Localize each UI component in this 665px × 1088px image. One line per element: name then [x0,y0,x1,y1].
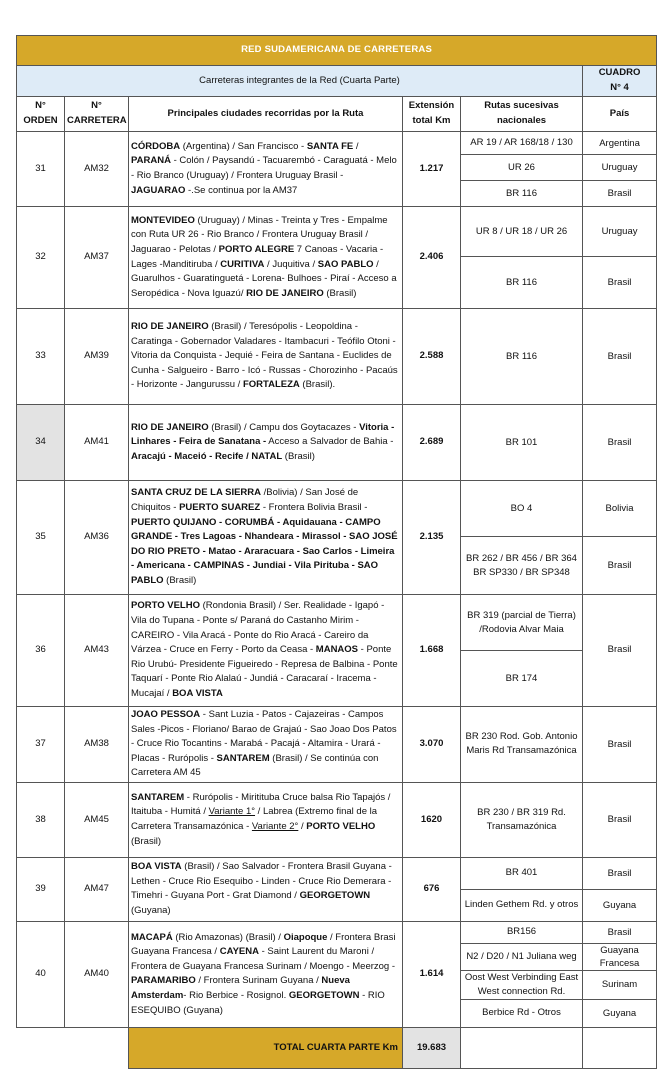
route-cities-cell [129,782,403,857]
route-text: / [353,140,359,152]
ruta-nacional-cell: BR 116 [461,181,583,207]
table-row [17,595,657,651]
extension-cell: 1.217 [403,132,461,207]
city-name-bold: JAGUARAO [131,184,186,196]
orden-cell: 34 [17,405,65,481]
route-text: (Brasil) / Se continúa con Carretera AM 45 [131,752,379,779]
city-name-bold: CÓRDOBA [131,140,181,152]
city-name-bold: Aracajú - Maceió - Recife / NATAL [131,450,283,462]
table-row [17,405,657,481]
pais-cell: Guyana [583,889,657,921]
city-name-bold: CURITIVA [220,258,265,270]
city-name-bold: RIO DE JANEIRO [246,287,324,299]
pais-cell: Guayana Francesa [583,943,657,970]
extension-cell: 2.406 [403,207,461,309]
carretera-cell: AM39 [65,309,129,405]
pais-cell: Brasil [583,181,657,207]
carretera-cell: AM45 [65,782,129,857]
extension-cell: 676 [403,857,461,921]
orden-cell: 37 [17,707,65,783]
city-name-bold: PORTO VELHO [306,820,376,832]
route-cities-cell [129,207,403,309]
city-name-bold: PORTO ALEGRE [218,243,295,255]
extension-cell: 1.614 [403,921,461,1027]
pais-cell: Surinam [583,970,657,999]
table-row [17,782,657,857]
route-cities-cell [129,132,403,207]
ruta-nacional-cell: Linden Gethem Rd. y otros [461,889,583,921]
route-text: - RIO ESEQUIBO (Guyana) [131,990,385,1016]
orden-cell: 35 [17,481,65,595]
route-text: (Brasil) [282,450,315,462]
route-text: - Rio Berbice - Rosignol. [183,990,289,1002]
orden-cell: 40 [17,921,65,1027]
ruta-nacional-cell: BR 401 [461,857,583,889]
cuadro-line1: CUADRO [598,67,641,79]
extension-cell: 3.070 [403,707,461,783]
roads-table [16,35,657,1069]
table-row [17,481,657,537]
pais-cell: Brasil [583,257,657,309]
city-name-bold: Vitoria - Linhares - Feira de Sanatana - [131,421,395,448]
route-cities-cell [129,857,403,921]
ruta-nacional-cell: UR 26 [461,155,583,181]
route-text: (Brasil) [323,287,357,299]
total-empty-pais [583,1027,657,1068]
orden-cell: 39 [17,857,65,921]
city-name-bold: Nueva Amsterdam [131,975,350,1002]
total-blank-cell [17,1027,129,1068]
route-text: - Frontera Bolivia Brasil - [260,502,368,514]
total-value: 19.683 [403,1027,461,1068]
ruta-nacional-cell: BR 319 (parcial de Tierra) /Rodovia Alvar Maia [461,595,583,651]
pais-cell: Brasil [583,309,657,405]
route-text: - Sant Luzia - Patos - Cajazeiras - Campos Sales -Picos - Floriano/ Barao de Grajaú - Sao Joao Dos Patos - Cruce Rio Tocantins - Marabá - Pacajá - Altamira - Urará - Placas - Rurópolis - [131,709,397,764]
total-empty-ruta [461,1027,583,1068]
route-cities-cell [129,921,403,1027]
orden-cell: 33 [17,309,65,405]
route-text: (Brasil) [163,574,197,586]
route-text: / Juquitiva / [264,258,318,270]
carretera-cell: AM37 [65,207,129,309]
table-row [17,207,657,257]
route-text: (Brasil) / Sao Salvador - Frontera Brasil Guyana - Lethen - Cruce Rio Esequibo - Linden - Cruce Rio Demerara - Timehri - Guyana Port - Grat Diamond / [131,861,392,902]
ruta-nacional-cell: BR 230 Rod. Gob. Antonio Maris Rd Transamazónica [461,707,583,783]
orden-cell: 31 [17,132,65,207]
city-name-bold: BOA VISTA [172,687,223,699]
pais-cell: Brasil [583,857,657,889]
route-text: / Guarulhos - Guaratinguetá - Lorena- Bulhoes - Piraí - Acceso a Seropédica - Nova Iguazú/ [131,258,397,299]
ruta-nacional-cell: Oost West Verbinding East West connection Rd. [461,970,583,999]
route-text: (Guyana) [131,905,171,917]
city-name-bold: SANTA FE [306,140,354,152]
route-text: 7 Canoas - Vacaria - Lages -Manditiruba / [131,243,384,270]
pais-cell: Brasil [583,782,657,857]
header-extension: Extensión total Km [403,97,461,132]
route-text: - Ponte Rio Urubú- Presidente Figueiredo - Represa de Balbina - Ponte Taquarí - Ponte Rio Alalaú - Jundiá - Caracaraí - Iracema - Mucajaí / [131,644,398,699]
city-name-bold: FORTALEZA [242,379,300,391]
city-name-bold: BOA VISTA [131,861,182,873]
pais-cell: Bolivia [583,481,657,537]
table-row [17,857,657,889]
pais-cell: Guyana [583,999,657,1027]
ruta-nacional-cell: UR 8 / UR 18 / UR 26 [461,207,583,257]
header-rutas: Rutas sucesivas nacionales [461,97,583,132]
table-row [17,132,657,155]
carretera-cell: AM43 [65,595,129,707]
ruta-nacional-cell: BR 116 [461,309,583,405]
route-text: (Uruguay) / Minas - Treinta y Tres - Empalme con Ruta UR 26 - Rio Branco / Frontera Uruguay Brasil / Jaguarao - Pelotas / [131,214,388,255]
route-text: (Brasil). [299,379,336,391]
city-name-bold: MANAOS [315,644,359,656]
pais-cell: Brasil [583,405,657,481]
route-cities-cell [129,707,403,783]
route-text: (Brasil) / Campu dos Goytacazes - [208,421,360,433]
city-name-bold: RIO DE JANEIRO [131,321,209,333]
table-row [17,309,657,405]
pais-cell: Brasil [583,707,657,783]
city-name-bold: Oiapoque [283,931,328,943]
carretera-cell: AM40 [65,921,129,1027]
ruta-nacional-cell: AR 19 / AR 168/18 / 130 [461,132,583,155]
carretera-cell: AM36 [65,481,129,595]
extension-cell: 2.588 [403,309,461,405]
route-text: / Labrea (Extremo final de la Carretera Transamazónica - [131,806,378,832]
table-subtitle: Carreteras integrantes de la Red (Cuarta Parte) [17,66,583,97]
table-title: RED SUDAMERICANA DE CARRETERAS [17,36,657,66]
route-cities-cell [129,595,403,707]
route-text: - Saint Laurent du Maroni / Frontera de Guayana Francesa Surinam / Moengo - Meerzog - [131,946,396,972]
route-text: /Bolivia) / San José de Chiquitos - [131,487,359,514]
route-text: Acceso a Salvador de Bahia - [266,436,394,448]
carretera-cell: AM32 [65,132,129,207]
ruta-nacional-cell: BR 101 [461,405,583,481]
extension-cell: 1.668 [403,595,461,707]
ruta-nacional-cell: Berbice Rd - Otros [461,999,583,1027]
variante-underlined: Variante 2° [251,820,299,832]
header-orden: N° ORDEN [17,97,65,132]
route-text: / Frontera Surinam Guyana / [195,975,322,987]
ruta-nacional-cell: BR 174 [461,651,583,707]
route-text: (Rio Amazonas) (Brasil) / [172,931,284,943]
pais-cell: Uruguay [583,155,657,181]
city-name-bold: MACAPÁ [131,931,173,943]
orden-cell: 36 [17,595,65,707]
extension-cell: 2.135 [403,481,461,595]
city-name-bold: PARANÁ [131,155,171,167]
city-name-bold: PARAMARIBO [131,975,196,987]
total-label: TOTAL CUARTA PARTE Km [129,1027,403,1068]
city-name-bold: PUERTO SUAREZ [179,502,261,514]
route-cities-cell [129,309,403,405]
city-name-bold: RIO DE JANEIRO [131,421,209,433]
route-text: -.Se continua por la AM37 [185,184,298,196]
city-name-bold: GEORGETOWN [288,990,360,1002]
route-cities-cell [129,481,403,595]
pais-cell: Brasil [583,921,657,943]
carretera-cell: AM38 [65,707,129,783]
pais-cell: Argentina [583,132,657,155]
orden-cell: 38 [17,782,65,857]
ruta-nacional-cell: BR 262 / BR 456 / BR 364 BR SP330 / BR SP348 [461,537,583,595]
variante-underlined: Variante 1° [208,806,256,818]
header-carretera: N° CARRETERA [65,97,129,132]
route-text: (Brasil) / Teresópolis - Leopoldina - Caratinga - Gobernador Valadares - Itambacuri - Teófilo Otoni - Vitoria da Conquista - Jequié - Feira de Santana - Euclides de Cunha - Salgueiro - Barro - Icó - Russas - Chorozinho - Pacaús - Horizonte - Jangurussu / [131,321,398,391]
extension-cell: 2.689 [403,405,461,481]
ruta-nacional-cell: BO 4 [461,481,583,537]
cuadro-line2: N° 4 [610,82,629,93]
ruta-nacional-cell: N2 / D20 / N1 Juliana weg [461,943,583,970]
total-row [17,1027,657,1068]
pais-cell: Brasil [583,595,657,707]
route-text: (Argentina) / San Francisco - [180,140,307,152]
city-name-bold: SANTAREM [131,791,185,803]
pais-cell: Brasil [583,537,657,595]
route-text: - Colón / Paysandú - Tacuarembó - Caraguatá - Melo - Rio Branco (Uruguay) / Frontera Uruguay Brasil - [131,155,397,181]
route-text: - Rurópolis - Miritituba Cruce balsa Rio Tapajós / Itaituba - Humitá / [131,791,391,818]
city-name-bold: SANTA CRUZ DE LA SIERRA [131,487,262,499]
ruta-nacional-cell: BR 230 / BR 319 Rd. Transamazónica [461,782,583,857]
city-name-bold: SAO PABLO [317,258,374,270]
city-name-bold: CAYENA [219,946,259,958]
table-row [17,921,657,943]
pais-cell: Uruguay [583,207,657,257]
city-name-bold: SANTAREM [216,752,270,764]
route-text: (Rondonia Brasil) / Ser. Realidade - Igapó - Vila do Tupana - Ponte s/ Paraná do Castanho Mirim - [131,600,385,627]
header-pais: País [583,97,657,132]
cuadro-label [583,66,657,97]
ruta-nacional-cell: BR 116 [461,257,583,309]
carretera-cell: AM47 [65,857,129,921]
route-text: / [298,820,307,832]
city-name-bold: MONTEVIDEO [131,214,195,226]
carretera-cell: AM41 [65,405,129,481]
route-text: / Frontera Brasi Guayana Francesa / [131,931,396,958]
route-cities-cell [129,405,403,481]
table-row [17,707,657,783]
city-name-bold: GEORGETOWN [299,890,371,902]
city-name-bold: PUERTO QUIJANO - CORUMBÁ - Aquidauana - CAMPO GRANDE - Tres Lagoas - Nhandeara - Mirassol - SAO JOSÉ DO RIO PRETO - Matao - Araracuara - Sao Carlos - Limeira - Americana - CAMPINAS - Jundiai - Vila Pirituba - SAO PABLO [131,516,398,586]
extension-cell: 1620 [403,782,461,857]
route-text: CAREIRO - Vila Aracá - Ponte do Rio Aracá - Careiro da Várzea - Cruce en Ferry - Porto da Ceasa - [131,629,369,656]
header-ciudades: Principales ciudades recorridas por la Ruta [129,97,403,132]
ruta-nacional-cell: BR156 [461,921,583,943]
route-text: (Brasil) [131,835,162,847]
city-name-bold: JOAO PESSOA [131,709,201,720]
city-name-bold: PORTO VELHO [131,600,200,612]
orden-cell: 32 [17,207,65,309]
